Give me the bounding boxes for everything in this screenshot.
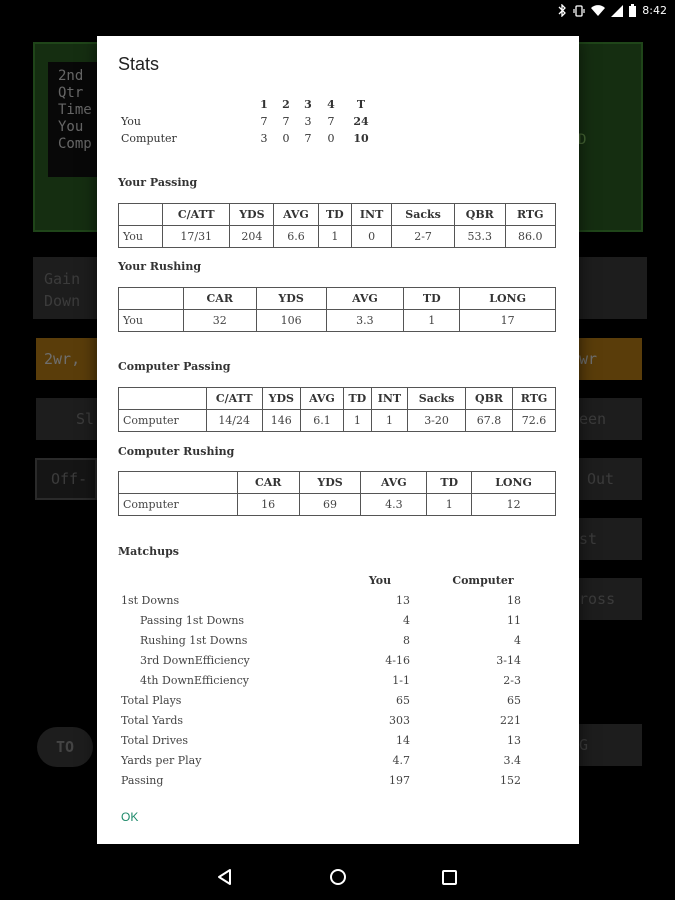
table-cell: You bbox=[119, 310, 184, 332]
quarter-score: 0 bbox=[327, 132, 335, 145]
matchup-computer-value: 18 bbox=[507, 594, 521, 607]
table-row bbox=[118, 734, 538, 754]
table-cell: 67.8 bbox=[465, 410, 512, 432]
matchup-label: Rushing 1st Downs bbox=[140, 634, 248, 647]
matchup-label: 1st Downs bbox=[121, 594, 180, 607]
matchup-computer-value: 13 bbox=[507, 734, 521, 747]
matchup-you-value: 14 bbox=[396, 734, 410, 747]
table-row bbox=[118, 754, 538, 774]
column-header bbox=[119, 388, 207, 410]
table-header-row bbox=[119, 288, 556, 310]
table-cell: 17/31 bbox=[163, 226, 230, 248]
table-row bbox=[119, 310, 556, 332]
vibrate-icon bbox=[573, 5, 585, 17]
table-row bbox=[119, 494, 556, 516]
matchup-you-value: 4 bbox=[403, 614, 410, 627]
quarter-team-name: Computer bbox=[121, 132, 177, 145]
matchup-you-value: 8 bbox=[403, 634, 410, 647]
dialog-title: Stats bbox=[118, 54, 160, 74]
column-header: Sacks bbox=[392, 204, 455, 226]
column-header: Sacks bbox=[408, 388, 466, 410]
computer-passing-title: Computer Passing bbox=[118, 360, 231, 373]
column-header: C/ATT bbox=[163, 204, 230, 226]
stats-dialog bbox=[97, 36, 579, 844]
quarter-header: 1 bbox=[260, 98, 268, 111]
table-header-row bbox=[119, 204, 556, 226]
column-header: CAR bbox=[183, 288, 256, 310]
table-header-row bbox=[119, 472, 556, 494]
column-header: LONG bbox=[460, 288, 556, 310]
column-header: C/ATT bbox=[206, 388, 262, 410]
column-header: TD bbox=[343, 388, 371, 410]
table-cell: 17 bbox=[460, 310, 556, 332]
table-cell: 0 bbox=[352, 226, 392, 248]
quarter-team-name: You bbox=[121, 115, 142, 128]
table-cell: You bbox=[119, 226, 163, 248]
quarter-score: 7 bbox=[260, 115, 268, 128]
matchup-computer-value: 4 bbox=[514, 634, 521, 647]
table-cell: 1 bbox=[427, 494, 472, 516]
matchups-col-you: You bbox=[368, 574, 392, 587]
table-cell: 6.6 bbox=[274, 226, 318, 248]
status-icons bbox=[558, 4, 667, 17]
matchup-label: Total Drives bbox=[121, 734, 189, 747]
quarter-score: 7 bbox=[304, 132, 312, 145]
table-cell: Computer bbox=[119, 494, 238, 516]
matchups-col-computer: Computer bbox=[452, 574, 514, 587]
quarter-score: 0 bbox=[282, 132, 290, 145]
table-cell: 1 bbox=[318, 226, 352, 248]
quarter-score: 3 bbox=[260, 132, 268, 145]
column-header: RTG bbox=[505, 204, 556, 226]
table-cell: 1 bbox=[343, 410, 371, 432]
matchup-computer-value: 3.4 bbox=[503, 754, 521, 767]
matchup-computer-value: 152 bbox=[500, 774, 521, 787]
matchup-computer-value: 3-14 bbox=[496, 654, 521, 667]
column-header: YDS bbox=[299, 472, 361, 494]
matchup-label: Yards per Play bbox=[121, 754, 202, 767]
table-row bbox=[118, 634, 538, 654]
column-header: AVG bbox=[301, 388, 344, 410]
column-header: YDS bbox=[262, 388, 301, 410]
table-cell: Computer bbox=[119, 410, 207, 432]
your-rushing-title: Your Rushing bbox=[118, 260, 202, 273]
matchup-you-value: 303 bbox=[389, 714, 410, 727]
column-header: AVG bbox=[361, 472, 427, 494]
status-bar bbox=[0, 0, 675, 24]
quarter-header: 4 bbox=[327, 98, 335, 111]
column-header: CAR bbox=[237, 472, 299, 494]
home-icon[interactable] bbox=[329, 868, 347, 886]
column-header: TD bbox=[427, 472, 472, 494]
matchup-you-value: 13 bbox=[396, 594, 410, 607]
table-cell: 53.3 bbox=[455, 226, 505, 248]
table-row bbox=[118, 614, 538, 634]
table-cell: 204 bbox=[230, 226, 274, 248]
matchups-header-row bbox=[118, 574, 538, 594]
computer-rushing-table bbox=[118, 471, 556, 516]
table-cell: 72.6 bbox=[513, 410, 556, 432]
table-row bbox=[119, 410, 556, 432]
column-header: YDS bbox=[256, 288, 326, 310]
matchup-label: Total Yards bbox=[121, 714, 184, 727]
matchup-you-value: 197 bbox=[389, 774, 410, 787]
recent-apps-icon[interactable] bbox=[442, 870, 457, 885]
table-cell: 16 bbox=[237, 494, 299, 516]
table-row bbox=[118, 774, 538, 794]
matchup-label: 4th DownEfficiency bbox=[140, 674, 249, 687]
column-header: RTG bbox=[513, 388, 556, 410]
table-cell: 3-20 bbox=[408, 410, 466, 432]
battery-icon bbox=[629, 4, 636, 17]
column-header: TD bbox=[318, 204, 352, 226]
column-header: INT bbox=[371, 388, 407, 410]
column-header: AVG bbox=[326, 288, 404, 310]
your-passing-table bbox=[118, 203, 556, 248]
quarter-header: 3 bbox=[304, 98, 312, 111]
matchup-you-value: 1-1 bbox=[392, 674, 410, 687]
matchup-label: 3rd DownEfficiency bbox=[140, 654, 250, 667]
quarter-total: 10 bbox=[353, 132, 369, 145]
matchups-title: Matchups bbox=[118, 545, 179, 558]
table-header-row bbox=[119, 388, 556, 410]
quarter-score: 7 bbox=[327, 115, 335, 128]
column-header: INT bbox=[352, 204, 392, 226]
table-cell: 2-7 bbox=[392, 226, 455, 248]
quarter-total: 24 bbox=[353, 115, 369, 128]
your-rushing-table bbox=[118, 287, 556, 332]
table-row bbox=[118, 714, 538, 734]
column-header bbox=[119, 204, 163, 226]
matchup-label: Passing bbox=[121, 774, 164, 787]
dialog-content bbox=[97, 36, 579, 844]
matchup-label: Total Plays bbox=[121, 694, 182, 707]
quarter-score: 3 bbox=[304, 115, 312, 128]
matchup-you-value: 4-16 bbox=[385, 654, 410, 667]
column-header: TD bbox=[404, 288, 460, 310]
table-cell: 1 bbox=[371, 410, 407, 432]
table-row bbox=[118, 654, 538, 674]
matchup-label: Passing 1st Downs bbox=[140, 614, 245, 627]
matchup-you-value: 4.7 bbox=[392, 754, 410, 767]
table-row bbox=[118, 594, 538, 614]
signal-icon bbox=[611, 5, 623, 17]
table-cell: 3.3 bbox=[326, 310, 404, 332]
computer-rushing-title: Computer Rushing bbox=[118, 445, 235, 458]
table-cell: 12 bbox=[472, 494, 556, 516]
column-header bbox=[119, 472, 238, 494]
table-cell: 106 bbox=[256, 310, 326, 332]
your-passing-title: Your Passing bbox=[118, 176, 198, 189]
computer-passing-table bbox=[118, 387, 556, 432]
matchup-computer-value: 221 bbox=[500, 714, 521, 727]
bluetooth-icon bbox=[558, 4, 567, 17]
table-row bbox=[119, 226, 556, 248]
quarter-header: 2 bbox=[282, 98, 290, 111]
column-header: QBR bbox=[455, 204, 505, 226]
table-row bbox=[118, 694, 538, 714]
table-cell: 6.1 bbox=[301, 410, 344, 432]
table-cell: 32 bbox=[183, 310, 256, 332]
back-icon[interactable] bbox=[216, 868, 234, 886]
table-cell: 4.3 bbox=[361, 494, 427, 516]
wifi-icon bbox=[591, 5, 605, 17]
quarter-header: T bbox=[356, 98, 366, 111]
table-cell: 69 bbox=[299, 494, 361, 516]
column-header: AVG bbox=[274, 204, 318, 226]
table-cell: 86.0 bbox=[505, 226, 556, 248]
quarter-score: 7 bbox=[282, 115, 290, 128]
matchup-computer-value: 11 bbox=[507, 614, 521, 627]
column-header: QBR bbox=[465, 388, 512, 410]
table-cell: 146 bbox=[262, 410, 301, 432]
column-header bbox=[119, 288, 184, 310]
matchup-you-value: 65 bbox=[396, 694, 410, 707]
table-row bbox=[118, 674, 538, 694]
table-cell: 1 bbox=[404, 310, 460, 332]
matchup-computer-value: 65 bbox=[507, 694, 521, 707]
column-header: LONG bbox=[472, 472, 556, 494]
ok-button[interactable]: OK bbox=[121, 810, 139, 824]
status-time: 8:42 bbox=[642, 4, 667, 17]
matchup-computer-value: 2-3 bbox=[503, 674, 521, 687]
column-header: YDS bbox=[230, 204, 274, 226]
table-cell: 14/24 bbox=[206, 410, 262, 432]
